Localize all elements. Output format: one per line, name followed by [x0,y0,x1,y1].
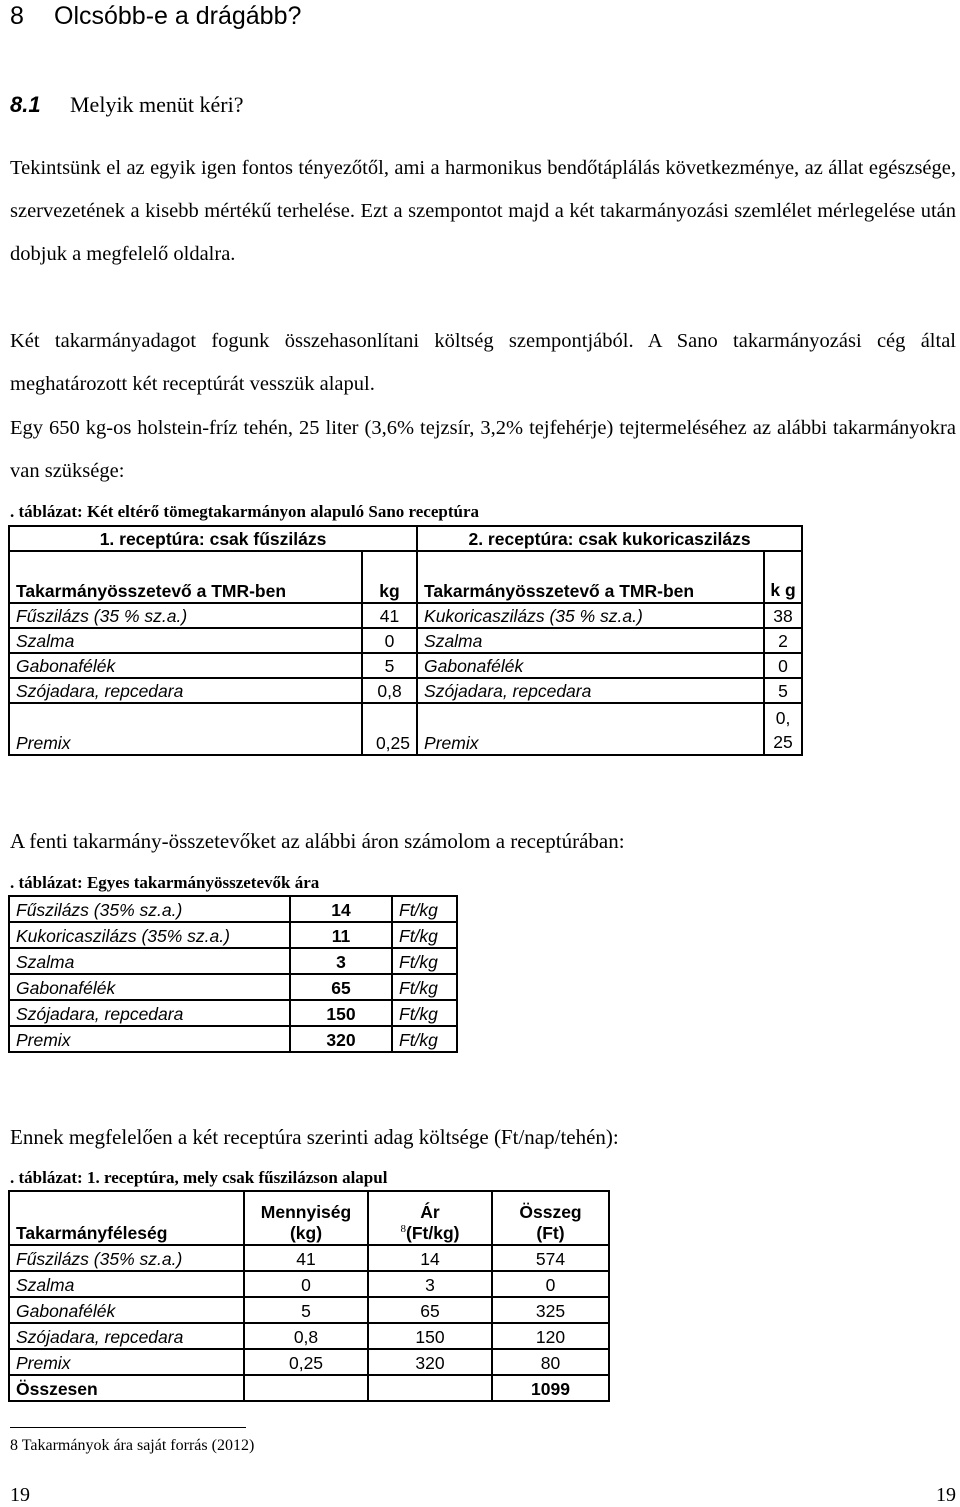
table-row: Gabonafélék 65 Ft/kg [9,974,457,1000]
footnote-ref: 8 [400,1223,407,1236]
page-number-right: 19 [936,1484,956,1506]
col-header-total: Összeg (Ft) [492,1191,609,1245]
paragraph-intro: Tekintsünk el az egyik igen fontos tényezőtől, ami a harmonikus bendőtáplálás következménye, az állat egészsége, szervezetének a kisebb mértékű terhelése. Ezt a szempontot majd a két takarmányozási szemlélet mérlegelése után dobjuk a megfelelő oldalra. [10,157,956,265]
col-header-quantity: Mennyiség (kg) [244,1191,368,1245]
table-row: Szójadara, repcedara 0,8 150 120 [9,1323,609,1349]
prices-intro: A fenti takarmány-összetevőket az alábbi áron számolom a receptúrában: [10,829,625,853]
col-header-kg-2: k g [764,551,802,603]
chapter-number: 8 [10,2,24,30]
col-header-kg-1: kg [362,551,417,603]
sum-total: 1099 [492,1375,609,1401]
table-row: Premix 0,25 Premix 0, 25 [9,703,802,755]
footnote-separator [10,1427,246,1428]
chapter-title: Olcsóbb-e a drágább? [54,2,302,30]
col-header-name: Takarmányféleség [9,1191,244,1245]
table-row: Fűszilázs (35 % sz.a.) 41 Kukoricaszilázs (35 % sz.a.) 38 [9,603,802,628]
table3-caption: . táblázat: 1. receptúra, mely csak fűszilázson alapul [10,1168,388,1187]
col-header-price: Ár $^8$(Ft/kg) [368,1191,492,1245]
table-row: Kukoricaszilázs (35% sz.a.) 11 Ft/kg [9,922,457,948]
sum-label: Összesen [9,1375,244,1401]
col-header-component-2: Takarmányösszetevő a TMR-ben [417,551,764,603]
table-row: Premix 0,25 320 80 [9,1349,609,1375]
table-row: Szójadara, repcedara 0,8 Szójadara, repcedara 5 [9,678,802,703]
section-title: Melyik menüt kéri? [70,92,244,117]
paragraph-requirements: Egy 650 kg-os holstein-fríz tehén, 25 liter (3,6% tejzsír, 3,2% tejfehérje) tejtermeléséhez az alábbi takarmányokra van szüksége: [10,417,956,482]
section-heading [10,92,244,118]
recipe-table [8,525,803,756]
table-row: Szójadara, repcedara 150 Ft/kg [9,1000,457,1026]
table-row: Gabonafélék 5 65 325 [9,1297,609,1323]
paragraph-comparison: Két takarmányadagot fogunk összehasonlítani költség szempontjából. A Sano takarmányozási cég által meghatározott két receptúrát vesszük alapul. [10,330,956,395]
price-table [8,895,458,1053]
section-number: 8.1 [10,92,41,117]
col-header-component-1: Takarmányösszetevő a TMR-ben [9,551,362,603]
table-row: Fűszilázs (35% sz.a.) 14 Ft/kg [9,896,457,922]
table2-caption: . táblázat: Egyes takarmányösszetevők ára [10,873,320,892]
cost-intro: Ennek megfelelően a két receptúra szerinti adag költsége (Ft/nap/tehén): [10,1125,619,1149]
page-number-left: 19 [10,1484,30,1506]
chapter-heading [10,2,301,31]
sum-row [9,1375,609,1401]
table-row: Szalma 0 3 0 [9,1271,609,1297]
table-row: Szalma 3 Ft/kg [9,948,457,974]
table-row: Premix 320 Ft/kg [9,1026,457,1052]
cost-table [8,1190,610,1402]
recipe2-group-header: 2. receptúra: csak kukoricaszilázs [417,526,802,551]
table1-caption: . táblázat: Két eltérő tömegtakarmányon alapuló Sano receptúra [10,502,480,521]
table-row: Gabonafélék 5 Gabonafélék 0 [9,653,802,678]
recipe1-group-header: 1. receptúra: csak fűszilázs [9,526,417,551]
footnote: 8 Takarmányok ára saját forrás (2012) [10,1437,255,1454]
table-row: Szalma 0 Szalma 2 [9,628,802,653]
table-row: Fűszilázs (35% sz.a.) 41 14 574 [9,1245,609,1271]
